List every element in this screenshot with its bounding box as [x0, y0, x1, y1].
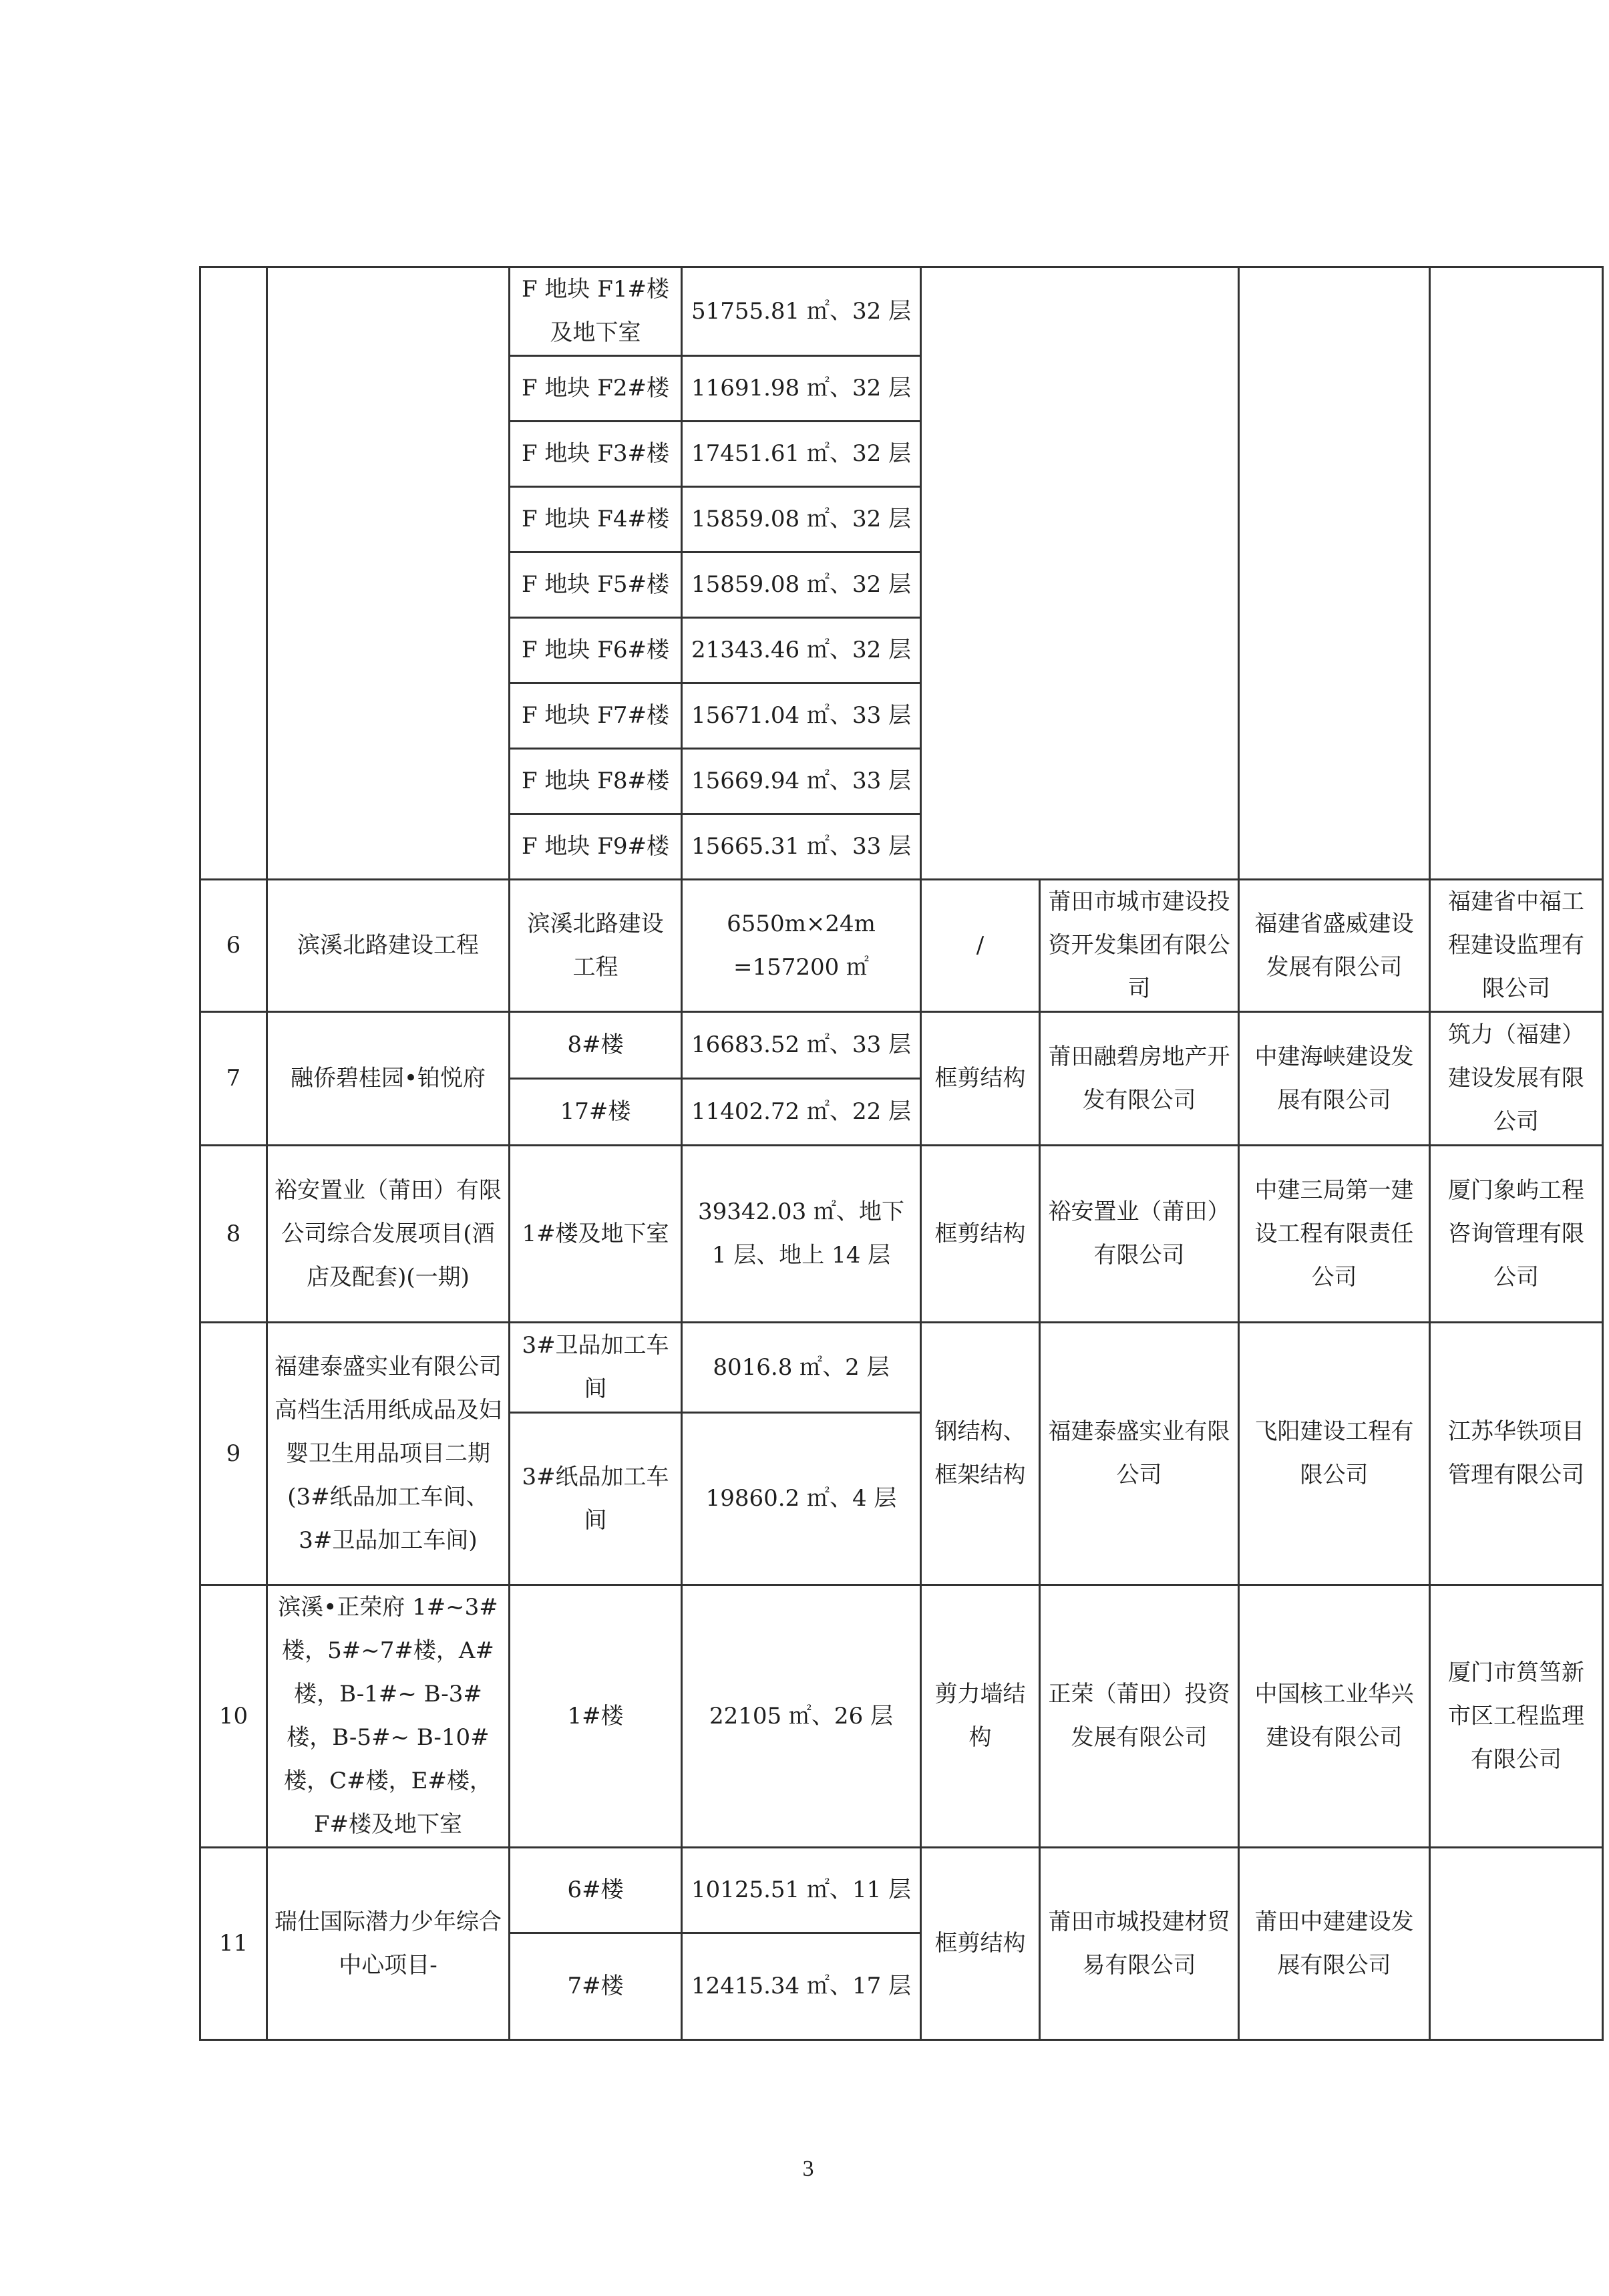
- table-row: [200, 880, 1603, 1012]
- project-name: 滨溪•正荣府 1#~3#楼，5#~7#楼，A#楼，B-1#~ B-3#楼，B-5#~ B-10#楼，C#楼，E#楼，F#楼及地下室: [267, 1585, 510, 1848]
- supervisor-cell: 筑力（福建）建设发展有限公司: [1430, 1012, 1603, 1146]
- part-cell: 3#纸品加工车间: [510, 1413, 682, 1585]
- area-cell: 51755.81 ㎡、32 层: [682, 267, 921, 356]
- contractor-cell: 飞阳建设工程有限公司: [1239, 1323, 1430, 1585]
- part-cell: 17#楼: [510, 1079, 682, 1146]
- contractor-cell: 中建海峡建设发展有限公司: [1239, 1012, 1430, 1146]
- project-name: 滨溪北路建设工程: [267, 880, 510, 1012]
- area-cell: 39342.03 ㎡、地下 1 层、地上 14 层: [682, 1146, 921, 1323]
- project-name: 融侨碧桂园•铂悦府: [267, 1012, 510, 1146]
- contractor-cell: 中国核工业华兴建设有限公司: [1239, 1585, 1430, 1848]
- area-cell: 11402.72 ㎡、22 层: [682, 1079, 921, 1146]
- table-row: [200, 1585, 1603, 1848]
- table-row: [200, 1323, 1603, 1413]
- contractor-cell: 中建三局第一建设工程有限责任公司: [1239, 1146, 1430, 1323]
- part-cell: F 地块 F7#楼: [510, 683, 682, 749]
- part-cell: F 地块 F4#楼: [510, 487, 682, 552]
- area-cell: 15859.08 ㎡、32 层: [682, 487, 921, 552]
- table-row: [200, 1848, 1603, 1933]
- project-no: 8: [200, 1146, 267, 1323]
- table-row: [200, 1146, 1603, 1323]
- part-cell: 滨溪北路建设工程: [510, 880, 682, 1012]
- project-no: 9: [200, 1323, 267, 1585]
- builder-cell: 裕安置业（莆田）有限公司: [1040, 1146, 1239, 1323]
- part-cell: F 地块 F9#楼: [510, 814, 682, 880]
- part-cell: F 地块 F5#楼: [510, 552, 682, 618]
- project-name: 瑞仕国际潜力少年综合中心项目-: [267, 1848, 510, 2040]
- carry-builder-cell: [1040, 267, 1239, 880]
- carry-name-cell: [267, 267, 510, 880]
- part-cell: 3#卫品加工车间: [510, 1323, 682, 1413]
- carry-supervisor-cell: [1430, 267, 1603, 880]
- area-cell: 16683.52 ㎡、33 层: [682, 1012, 921, 1079]
- part-cell: 8#楼: [510, 1012, 682, 1079]
- project-table: [199, 266, 1604, 2041]
- structure-cell: /: [921, 880, 1040, 1012]
- builder-cell: 福建泰盛实业有限公司: [1040, 1323, 1239, 1585]
- carry-structure-cell: [921, 267, 1040, 880]
- area-cell: 21343.46 ㎡、32 层: [682, 618, 921, 683]
- project-name: 福建泰盛实业有限公司高档生活用纸成品及妇婴卫生用品项目二期(3#纸品加工车间、3#卫品加工车间): [267, 1323, 510, 1585]
- area-cell: 10125.51 ㎡、11 层: [682, 1848, 921, 1933]
- area-cell: 19860.2 ㎡、4 层: [682, 1413, 921, 1585]
- area-cell: 6550m×24m =157200 ㎡: [682, 880, 921, 1012]
- supervisor-cell: [1430, 1848, 1603, 2040]
- structure-cell: 钢结构、框架结构: [921, 1323, 1040, 1585]
- table-row: [200, 267, 1603, 356]
- area-cell: 22105 ㎡、26 层: [682, 1585, 921, 1848]
- supervisor-cell: 厦门象屿工程咨询管理有限公司: [1430, 1146, 1603, 1323]
- area-cell: 15669.94 ㎡、33 层: [682, 749, 921, 814]
- builder-cell: 莆田市城投建材贸易有限公司: [1040, 1848, 1239, 2040]
- structure-cell: 剪力墙结构: [921, 1585, 1040, 1848]
- supervisor-cell: 厦门市筼筜新市区工程监理有限公司: [1430, 1585, 1603, 1848]
- structure-cell: 框剪结构: [921, 1146, 1040, 1323]
- part-cell: 7#楼: [510, 1933, 682, 2040]
- page-number: 3: [802, 2156, 814, 2181]
- area-cell: 15665.31 ㎡、33 层: [682, 814, 921, 880]
- carry-contractor-cell: [1239, 267, 1430, 880]
- area-cell: 11691.98 ㎡、32 层: [682, 356, 921, 422]
- project-table-page: [199, 266, 1582, 2045]
- structure-cell: 框剪结构: [921, 1012, 1040, 1146]
- project-no: 11: [200, 1848, 267, 2040]
- table-row: [200, 1012, 1603, 1079]
- builder-cell: 莆田融碧房地产开发有限公司: [1040, 1012, 1239, 1146]
- project-no: 6: [200, 880, 267, 1012]
- project-no: 7: [200, 1012, 267, 1146]
- project-name: 裕安置业（莆田）有限公司综合发展项目(酒店及配套)(一期): [267, 1146, 510, 1323]
- carry-no-cell: [200, 267, 267, 880]
- area-cell: 17451.61 ㎡、32 层: [682, 422, 921, 487]
- builder-cell: 正荣（莆田）投资发展有限公司: [1040, 1585, 1239, 1848]
- part-cell: 1#楼: [510, 1585, 682, 1848]
- part-cell: F 地块 F6#楼: [510, 618, 682, 683]
- structure-cell: 框剪结构: [921, 1848, 1040, 2040]
- area-cell: 15859.08 ㎡、32 层: [682, 552, 921, 618]
- part-cell: 1#楼及地下室: [510, 1146, 682, 1323]
- supervisor-cell: 福建省中福工程建设监理有限公司: [1430, 880, 1603, 1012]
- builder-cell: 莆田市城市建设投资开发集团有限公司: [1040, 880, 1239, 1012]
- area-cell: 8016.8 ㎡、2 层: [682, 1323, 921, 1413]
- project-no: 10: [200, 1585, 267, 1848]
- part-cell: F 地块 F8#楼: [510, 749, 682, 814]
- contractor-cell: 福建省盛威建设发展有限公司: [1239, 880, 1430, 1012]
- contractor-cell: 莆田中建建设发展有限公司: [1239, 1848, 1430, 2040]
- supervisor-cell: 江苏华铁项目管理有限公司: [1430, 1323, 1603, 1585]
- part-cell: F 地块 F3#楼: [510, 422, 682, 487]
- part-cell: F 地块 F2#楼: [510, 356, 682, 422]
- area-cell: 12415.34 ㎡、17 层: [682, 1933, 921, 2040]
- area-cell: 15671.04 ㎡、33 层: [682, 683, 921, 749]
- part-cell: F 地块 F1#楼及地下室: [510, 267, 682, 356]
- part-cell: 6#楼: [510, 1848, 682, 1933]
